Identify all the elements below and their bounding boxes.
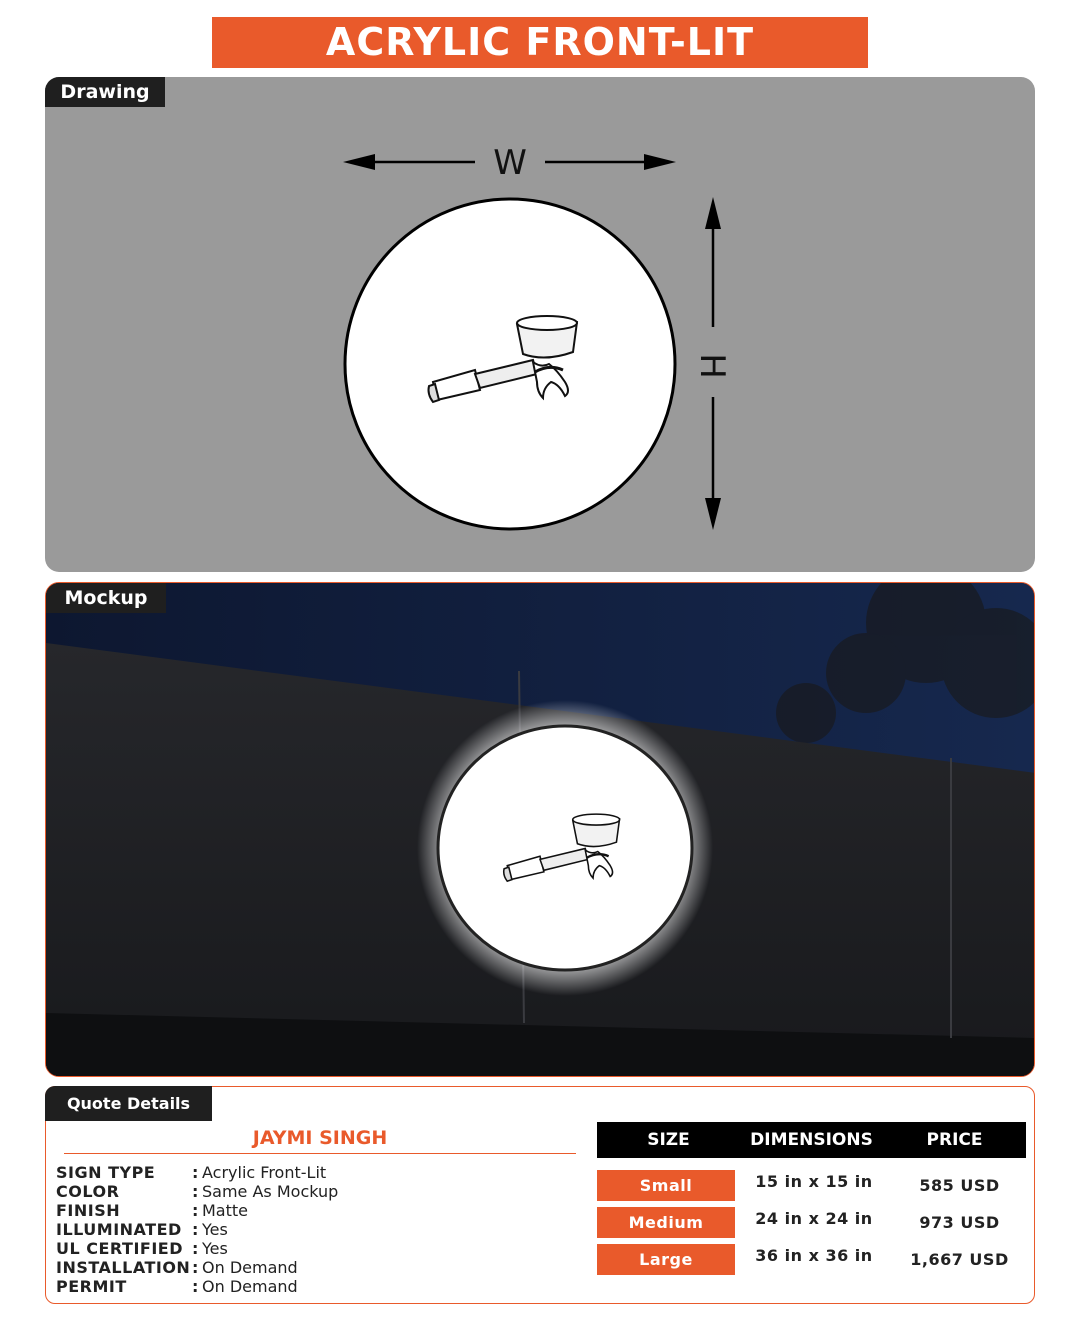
dimensions-small: 15 in x 15 in [755,1172,873,1191]
illuminated-sign-circle [438,726,692,970]
spec-label: PERMIT [56,1277,127,1296]
drawing-panel [45,77,1035,572]
spec-label: ILLUMINATED [56,1220,182,1239]
size-medium-label: Medium [597,1207,735,1238]
dimensions-medium: 24 in x 24 in [755,1209,873,1228]
quote-details-tag: Quote Details [45,1086,212,1121]
spec-row: SIGN TYPE : Acrylic Front-Lit [56,1163,327,1182]
spec-value: Matte [202,1201,248,1220]
quote-details-panel [45,1086,1035,1304]
header-size: SIZE [647,1130,690,1150]
spec-row: PERMIT : On Demand [56,1277,298,1296]
spec-row: UL CERTIFIED : Yes [56,1239,228,1258]
drawing-tag: Drawing [45,77,165,107]
spec-label: SIGN TYPE [56,1163,156,1182]
spec-label: UL CERTIFIED [56,1239,183,1258]
mockup-photo [46,583,1035,1077]
width-label: W [493,143,527,183]
price-small: 585 USD [919,1176,1000,1195]
mockup-panel [45,582,1035,1077]
spec-label: COLOR [56,1182,120,1201]
spec-row: ILLUMINATED : Yes [56,1220,228,1239]
spec-value: On Demand [202,1258,298,1277]
spec-value: Yes [202,1220,228,1239]
spec-value: On Demand [202,1277,298,1296]
size-large-label: Large [597,1244,735,1275]
spec-label: FINISH [56,1201,121,1220]
price-row-large [597,1244,1026,1275]
spec-label: INSTALLATION [56,1258,191,1277]
customer-name: JAYMI SINGH [64,1127,576,1154]
header-dimensions: DIMENSIONS [750,1130,873,1150]
spec-value: Yes [202,1239,228,1258]
price-table-header [597,1122,1026,1158]
mockup-tag: Mockup [46,583,166,613]
spec-value: Acrylic Front-Lit [202,1163,327,1182]
spec-row: INSTALLATION : On Demand [56,1258,298,1277]
drawing-svg [45,77,1035,572]
spec-list [56,1163,338,1296]
price-table [597,1122,1026,1269]
spec-row: COLOR : Same As Mockup [56,1182,339,1201]
price-row-medium [597,1207,1026,1238]
header-price: PRICE [926,1130,983,1150]
sign-circle-drawing [345,199,675,529]
price-row-small [597,1170,1026,1201]
spec-value: Same As Mockup [202,1182,339,1201]
height-label: H [692,353,732,379]
price-large: 1,667 USD [910,1250,1009,1269]
price-medium: 973 USD [919,1213,1000,1232]
spec-row: FINISH : Matte [56,1201,248,1220]
page-title: ACRYLIC FRONT-LIT [212,17,868,68]
size-small-label: Small [597,1170,735,1201]
dimensions-large: 36 in x 36 in [755,1246,873,1265]
